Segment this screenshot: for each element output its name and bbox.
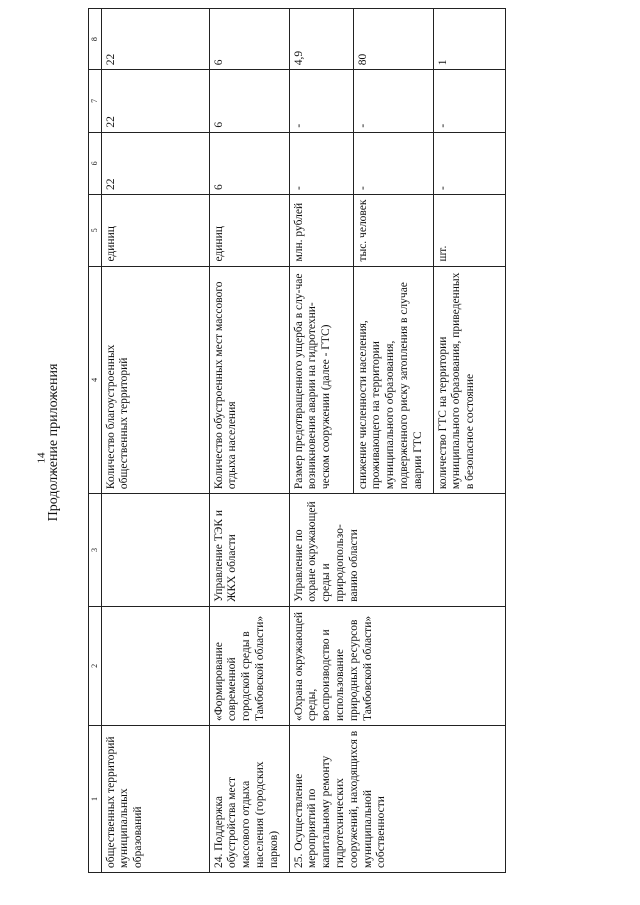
unit-cell: единиц [209, 195, 289, 267]
column-number: 2 [89, 606, 102, 725]
column-number: 6 [89, 132, 102, 194]
column-number: 5 [89, 195, 102, 267]
value-cell: - [433, 70, 505, 132]
indicator-cell: Количество благоустроенных общественных территорий [101, 266, 209, 494]
value-cell: - [353, 132, 433, 194]
unit-cell: тыс. человек [353, 195, 433, 267]
value-cell: - [289, 70, 353, 132]
unit-cell: шт. [433, 195, 505, 267]
program-cell: «Охрана окружающей среды, воспроизводство и использование природных ресурсов Тамбовской области» [289, 606, 505, 725]
value-cell: 6 [209, 132, 289, 194]
value-cell: 22 [101, 132, 209, 194]
unit-cell: единиц [101, 195, 209, 267]
value-cell: - [433, 132, 505, 194]
indicator-cell: Количество обустроенных мест массового отдыха населения [209, 266, 289, 494]
program-cell: «Формирование современной городской среды в Тамбовской области» [209, 606, 289, 725]
column-number: 7 [89, 70, 102, 132]
value-cell: 22 [101, 9, 209, 70]
indicator-cell: Размер предотвращенного ущерба в слу-чае возникновения аварии на гидротехни-ческом сооружении (далее - ГТС) [289, 266, 353, 494]
indicator-cell: количество ГТС на территории муниципального образования, приведенных в безопасное состояние [433, 266, 505, 494]
executor-cell: Управление по охране окружающей среды и природопользо-ванию области [289, 494, 505, 607]
table-row [209, 9, 289, 873]
measure-cell: общественных территорий муниципальных образований [101, 726, 209, 873]
value-cell: 80 [353, 9, 433, 70]
column-number-row [89, 9, 102, 873]
measure-cell: 25. Осуществление мероприятий по капитальному ремонту гидротехнических сооружений, находящихся в муниципальной собственности [289, 726, 505, 873]
column-number: 1 [89, 726, 102, 873]
appendix-table [88, 8, 506, 873]
measure-cell: 24. Поддержка обустройства мест массового отдыха населения (городских парков) [209, 726, 289, 873]
value-cell: - [353, 70, 433, 132]
program-cell [101, 606, 209, 725]
value-cell: 4,9 [289, 9, 353, 70]
column-number: 8 [89, 9, 102, 70]
page-number: 14 [35, 452, 48, 464]
table-row [101, 9, 209, 873]
column-number: 4 [89, 266, 102, 494]
unit-cell: млн. рублей [289, 195, 353, 267]
executor-cell [101, 494, 209, 607]
value-cell: 6 [209, 70, 289, 132]
value-cell: 22 [101, 70, 209, 132]
value-cell: 6 [209, 9, 289, 70]
indicator-cell: снижение численности населения, проживающего на территории муниципального образования, подверженного риску затопления в случае аварии ГТС [353, 266, 433, 494]
continuation-title: Продолжение приложения [46, 363, 61, 522]
table-row [289, 9, 353, 873]
value-cell: 1 [433, 9, 505, 70]
value-cell: - [289, 132, 353, 194]
column-number: 3 [89, 494, 102, 607]
executor-cell: Управление ТЭК и ЖКХ области [209, 494, 289, 607]
